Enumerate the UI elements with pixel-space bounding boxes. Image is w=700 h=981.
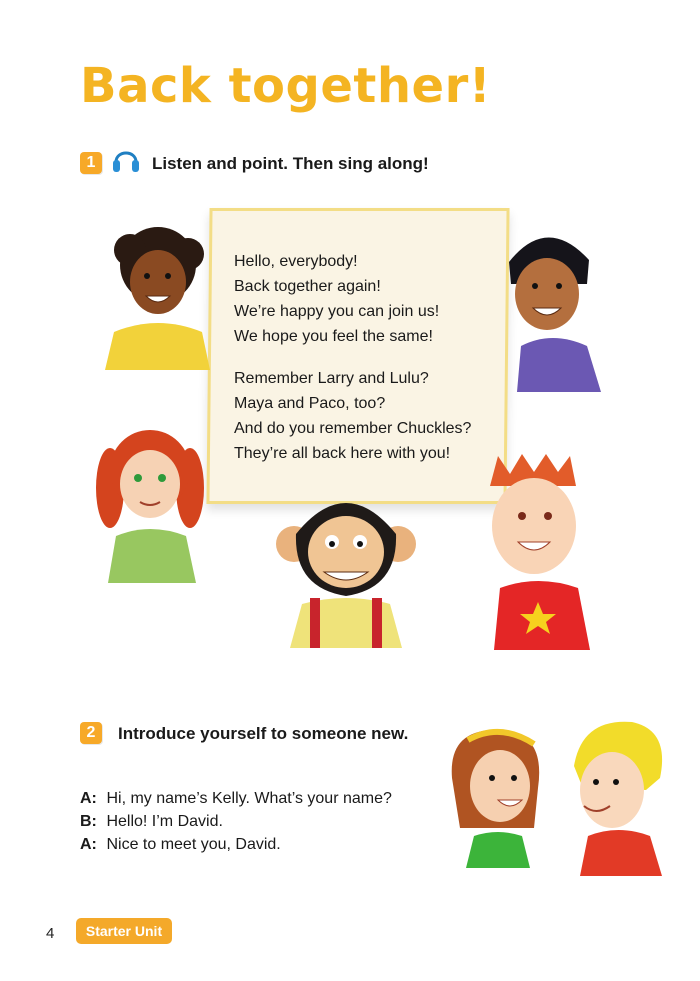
song-line: We hope you feel the same! (234, 328, 433, 345)
girl-curly-hair-illustration (100, 220, 210, 370)
song-verse-1 (234, 249, 439, 349)
boy-dark-hair-illustration (497, 222, 607, 392)
song-verse-2 (234, 366, 471, 466)
dialogue (80, 787, 392, 856)
exercise-instruction: Introduce yourself to someone new. (118, 724, 409, 743)
exercise-instruction: Listen and point. Then sing along! (152, 154, 429, 173)
girl-red-pigtails-illustration (92, 418, 204, 583)
chuckles-monkey-illustration (272, 478, 420, 648)
dialogue-text: Hello! I’m David. (106, 813, 223, 830)
song-line: Remember Larry and Lulu? (234, 370, 429, 387)
page-title: Back together! (80, 58, 492, 114)
speaker-label: B: (80, 813, 97, 830)
song-line: And do you remember Chuckles? (234, 420, 472, 437)
dialogue-text: Hi, my name’s Kelly. What’s your name? (106, 790, 392, 807)
unit-label: Starter Unit (76, 918, 172, 944)
song-line: We’re happy you can join us! (234, 303, 440, 320)
dialogue-line (80, 810, 392, 833)
headphones-icon (112, 144, 140, 174)
dialogue-text: Nice to meet you, David. (106, 836, 281, 853)
dialogue-line (80, 787, 392, 810)
girl-kelly-illustration (438, 718, 558, 868)
page-number: 4 (46, 925, 55, 942)
exercise-number-badge: 1 (80, 152, 102, 174)
song-line: Maya and Paco, too? (234, 395, 386, 412)
song-line: Back together again! (234, 278, 381, 295)
boy-red-star-shirt-illustration (478, 450, 600, 650)
song-line: Hello, everybody! (234, 253, 358, 270)
speaker-label: A: (80, 790, 97, 807)
dialogue-line (80, 833, 392, 856)
boy-david-illustration (562, 716, 674, 876)
exercise-number-badge: 2 (80, 722, 102, 744)
speaker-label: A: (80, 836, 97, 853)
song-line: They’re all back here with you! (234, 445, 451, 462)
